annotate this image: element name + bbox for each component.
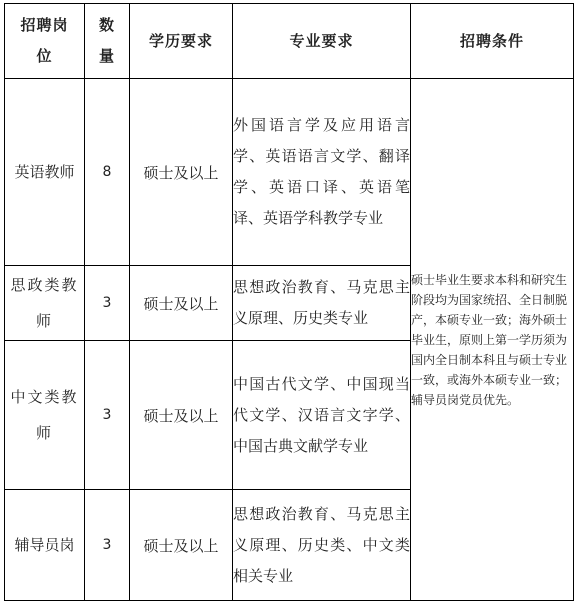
education-cell: 硕士及以上: [130, 79, 233, 266]
position-cell: 辅导员岗: [5, 490, 85, 601]
education-cell: 硕士及以上: [130, 266, 233, 341]
header-major: 专业要求: [233, 4, 411, 79]
position-cell: 思政类教师: [5, 266, 85, 341]
recruitment-table: [4, 3, 574, 601]
header-count: 数量: [85, 4, 130, 79]
count-cell: 3: [85, 341, 130, 490]
header-education: 学历要求: [130, 4, 233, 79]
major-cell: 中国古代文学、中国现当代文学、汉语言文字学、中国古典文献学专业: [233, 341, 411, 490]
education-cell: 硕士及以上: [130, 341, 233, 490]
table-row: [5, 79, 574, 266]
major-cell: 思想政治教育、马克思主义原理、历史类、中文类相关专业: [233, 490, 411, 601]
count-cell: 8: [85, 79, 130, 266]
major-cell: 外国语言学及应用语言学、英语语言文学、翻译学、英语口译、英语笔译、英语学科教学专业: [233, 79, 411, 266]
header-row: [5, 4, 574, 79]
position-cell: 英语教师: [5, 79, 85, 266]
count-cell: 3: [85, 490, 130, 601]
major-cell: 思想政治教育、马克思主义原理、历史类专业: [233, 266, 411, 341]
education-cell: 硕士及以上: [130, 490, 233, 601]
conditions-cell: 硕士毕业生要求本科和研究生阶段均为国家统招、全日制脱产，本硕专业一致；海外硕士毕业生，原则上第一学历须为国内全日制本科且与硕士专业一致，或海外本硕专业一致；辅导员岗党员优先。: [411, 79, 574, 601]
count-cell: 3: [85, 266, 130, 341]
header-conditions: 招聘条件: [411, 4, 574, 79]
header-position: 招聘岗位: [5, 4, 85, 79]
position-cell: 中文类教师: [5, 341, 85, 490]
